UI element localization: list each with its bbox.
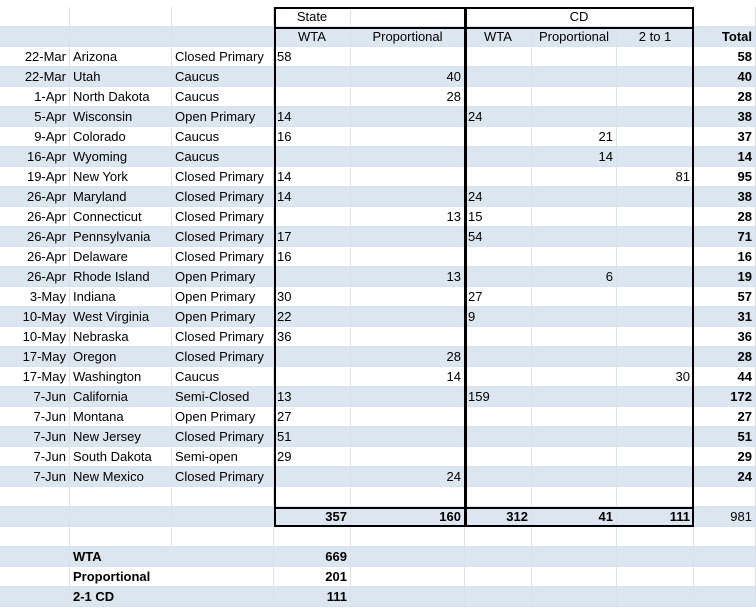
date-cell: 26-Apr bbox=[0, 267, 70, 287]
empty-cell bbox=[351, 487, 465, 507]
cd-2to1-cell bbox=[617, 207, 694, 227]
empty-cell bbox=[532, 487, 617, 507]
state-wta-cell bbox=[274, 207, 351, 227]
state-cell: North Dakota bbox=[70, 87, 172, 107]
empty-cell bbox=[532, 587, 617, 607]
state-prop-cell bbox=[351, 227, 465, 247]
state-prop-cell: 13 bbox=[351, 207, 465, 227]
empty-cell bbox=[532, 527, 617, 547]
state-cell: Wyoming bbox=[70, 147, 172, 167]
state-wta-cell: 14 bbox=[274, 167, 351, 187]
type-cell: Closed Primary bbox=[172, 167, 274, 187]
cd-prop-cell bbox=[532, 447, 617, 467]
empty-cell bbox=[465, 587, 532, 607]
empty-cell bbox=[532, 547, 617, 567]
empty-cell bbox=[70, 7, 172, 27]
total-cell: 31 bbox=[694, 307, 756, 327]
empty-cell bbox=[172, 27, 274, 47]
state-wta-cell: 36 bbox=[274, 327, 351, 347]
total-cell: 36 bbox=[694, 327, 756, 347]
cd-wta-cell: 15 bbox=[465, 207, 532, 227]
cd-wta-cell: 9 bbox=[465, 307, 532, 327]
group-header-state: State bbox=[274, 7, 351, 27]
cd-prop-cell bbox=[532, 67, 617, 87]
empty-cell bbox=[172, 507, 274, 527]
type-cell: Caucus bbox=[172, 147, 274, 167]
total-cell: 37 bbox=[694, 127, 756, 147]
total-cell: 24 bbox=[694, 467, 756, 487]
state-cell: Maryland bbox=[70, 187, 172, 207]
date-cell: 9-Apr bbox=[0, 127, 70, 147]
state-wta-cell bbox=[274, 67, 351, 87]
state-prop-cell bbox=[351, 327, 465, 347]
cd-2to1-cell bbox=[617, 327, 694, 347]
state-wta-cell bbox=[274, 467, 351, 487]
cd-2to1-cell bbox=[617, 127, 694, 147]
state-cell: Delaware bbox=[70, 247, 172, 267]
type-cell: Open Primary bbox=[172, 287, 274, 307]
empty-cell bbox=[0, 547, 70, 567]
state-prop-cell: 13 bbox=[351, 267, 465, 287]
cd-2to1-cell bbox=[617, 147, 694, 167]
empty-cell bbox=[70, 487, 172, 507]
state-prop-cell bbox=[351, 407, 465, 427]
cd-wta-cell bbox=[465, 447, 532, 467]
cd-wta-cell bbox=[465, 87, 532, 107]
state-cell: West Virginia bbox=[70, 307, 172, 327]
cd-2to1-cell: 81 bbox=[617, 167, 694, 187]
cd-2to1-cell bbox=[617, 227, 694, 247]
totals-s_wta: 357 bbox=[274, 507, 351, 527]
date-cell: 16-Apr bbox=[0, 147, 70, 167]
date-cell: 22-Mar bbox=[0, 47, 70, 67]
cd-wta-cell bbox=[465, 167, 532, 187]
state-cell: Utah bbox=[70, 67, 172, 87]
state-cell: Rhode Island bbox=[70, 267, 172, 287]
type-cell: Caucus bbox=[172, 87, 274, 107]
type-cell: Semi-Closed bbox=[172, 387, 274, 407]
state-cell: Nebraska bbox=[70, 327, 172, 347]
type-cell: Closed Primary bbox=[172, 247, 274, 267]
empty-cell bbox=[617, 527, 694, 547]
empty-cell bbox=[0, 527, 70, 547]
date-cell: 26-Apr bbox=[0, 207, 70, 227]
state-cell: Montana bbox=[70, 407, 172, 427]
empty-cell bbox=[351, 587, 465, 607]
state-wta-cell: 14 bbox=[274, 107, 351, 127]
empty-cell bbox=[694, 487, 756, 507]
date-cell: 7-Jun bbox=[0, 387, 70, 407]
empty-cell bbox=[0, 487, 70, 507]
cd-prop-cell: 14 bbox=[532, 147, 617, 167]
date-cell: 10-May bbox=[0, 327, 70, 347]
cd-prop-cell bbox=[532, 387, 617, 407]
date-cell: 7-Jun bbox=[0, 447, 70, 467]
date-cell: 17-May bbox=[0, 347, 70, 367]
cd-prop-cell bbox=[532, 47, 617, 67]
state-wta-cell: 29 bbox=[274, 447, 351, 467]
col-header-total: Total bbox=[694, 27, 756, 47]
cd-wta-cell bbox=[465, 47, 532, 67]
type-cell: Closed Primary bbox=[172, 327, 274, 347]
date-cell: 10-May bbox=[0, 307, 70, 327]
cd-prop-cell bbox=[532, 407, 617, 427]
date-cell: 3-May bbox=[0, 287, 70, 307]
empty-cell bbox=[617, 567, 694, 587]
total-cell: 51 bbox=[694, 427, 756, 447]
cd-wta-cell: 159 bbox=[465, 387, 532, 407]
group-header-underline bbox=[274, 27, 694, 29]
total-cell: 40 bbox=[694, 67, 756, 87]
summary-label: WTA bbox=[70, 547, 274, 567]
cd-prop-cell bbox=[532, 227, 617, 247]
empty-cell bbox=[274, 487, 351, 507]
totals-cd_21: 111 bbox=[617, 507, 694, 527]
cd-2to1-cell bbox=[617, 247, 694, 267]
cd-prop-cell bbox=[532, 427, 617, 447]
type-cell: Closed Primary bbox=[172, 467, 274, 487]
empty-cell bbox=[465, 527, 532, 547]
cd-wta-cell bbox=[465, 467, 532, 487]
empty-cell bbox=[351, 7, 465, 27]
col-header-state-prop: Proportional bbox=[351, 27, 465, 47]
cd-2to1-cell bbox=[617, 387, 694, 407]
cd-prop-cell bbox=[532, 207, 617, 227]
type-cell: Caucus bbox=[172, 367, 274, 387]
state-cell: Oregon bbox=[70, 347, 172, 367]
date-cell: 26-Apr bbox=[0, 247, 70, 267]
type-cell: Closed Primary bbox=[172, 427, 274, 447]
empty-cell bbox=[70, 507, 172, 527]
date-cell: 7-Jun bbox=[0, 427, 70, 447]
cd-prop-cell bbox=[532, 467, 617, 487]
total-cell: 44 bbox=[694, 367, 756, 387]
date-cell: 26-Apr bbox=[0, 227, 70, 247]
empty-cell bbox=[0, 507, 70, 527]
cd-prop-cell bbox=[532, 327, 617, 347]
state-cell: Washington bbox=[70, 367, 172, 387]
cd-2to1-cell bbox=[617, 467, 694, 487]
empty-cell bbox=[617, 587, 694, 607]
total-cell: 71 bbox=[694, 227, 756, 247]
type-cell: Closed Primary bbox=[172, 47, 274, 67]
cd-2to1-cell bbox=[617, 187, 694, 207]
state-wta-cell bbox=[274, 367, 351, 387]
empty-cell bbox=[465, 547, 532, 567]
state-cell: Pennsylvania bbox=[70, 227, 172, 247]
state-wta-cell: 17 bbox=[274, 227, 351, 247]
empty-cell bbox=[351, 547, 465, 567]
type-cell: Closed Primary bbox=[172, 187, 274, 207]
empty-cell bbox=[274, 527, 351, 547]
empty-cell bbox=[694, 527, 756, 547]
empty-cell bbox=[694, 587, 756, 607]
total-cell: 14 bbox=[694, 147, 756, 167]
summary-label: Proportional bbox=[70, 567, 274, 587]
empty-cell bbox=[351, 567, 465, 587]
col-header-state-wta: WTA bbox=[274, 27, 351, 47]
cd-2to1-cell bbox=[617, 87, 694, 107]
total-cell: 19 bbox=[694, 267, 756, 287]
type-cell: Closed Primary bbox=[172, 207, 274, 227]
cd-prop-cell bbox=[532, 347, 617, 367]
state-cell: Indiana bbox=[70, 287, 172, 307]
cd-2to1-cell bbox=[617, 347, 694, 367]
empty-cell bbox=[694, 567, 756, 587]
state-prop-cell bbox=[351, 427, 465, 447]
cd-wta-cell bbox=[465, 67, 532, 87]
cd-2to1-cell bbox=[617, 447, 694, 467]
cd-2to1-cell bbox=[617, 307, 694, 327]
summary-value: 201 bbox=[274, 567, 351, 587]
cd-wta-cell bbox=[465, 347, 532, 367]
state-cell: Colorado bbox=[70, 127, 172, 147]
totals-total: 981 bbox=[694, 507, 756, 527]
empty-cell bbox=[0, 567, 70, 587]
state-prop-cell bbox=[351, 107, 465, 127]
state-prop-cell bbox=[351, 387, 465, 407]
empty-cell bbox=[694, 547, 756, 567]
cd-wta-cell bbox=[465, 407, 532, 427]
empty-cell bbox=[532, 567, 617, 587]
cd-wta-cell bbox=[465, 327, 532, 347]
date-cell: 22-Mar bbox=[0, 67, 70, 87]
date-cell: 17-May bbox=[0, 367, 70, 387]
state-wta-cell: 51 bbox=[274, 427, 351, 447]
cd-prop-cell: 21 bbox=[532, 127, 617, 147]
date-cell: 7-Jun bbox=[0, 407, 70, 427]
total-cell: 38 bbox=[694, 187, 756, 207]
cd-2to1-cell bbox=[617, 267, 694, 287]
date-cell: 26-Apr bbox=[0, 187, 70, 207]
empty-cell bbox=[172, 487, 274, 507]
cd-2to1-cell bbox=[617, 287, 694, 307]
state-wta-cell: 13 bbox=[274, 387, 351, 407]
cd-wta-cell bbox=[465, 247, 532, 267]
state-prop-cell bbox=[351, 447, 465, 467]
type-cell: Open Primary bbox=[172, 107, 274, 127]
state-prop-cell bbox=[351, 127, 465, 147]
empty-cell bbox=[465, 567, 532, 587]
cd-prop-cell: 6 bbox=[532, 267, 617, 287]
state-prop-cell: 14 bbox=[351, 367, 465, 387]
cd-prop-cell bbox=[532, 367, 617, 387]
cd-prop-cell bbox=[532, 287, 617, 307]
cd-wta-cell: 24 bbox=[465, 107, 532, 127]
date-cell: 5-Apr bbox=[0, 107, 70, 127]
state-prop-cell bbox=[351, 147, 465, 167]
total-cell: 28 bbox=[694, 207, 756, 227]
empty-cell bbox=[172, 527, 274, 547]
state-prop-cell bbox=[351, 287, 465, 307]
summary-value: 669 bbox=[274, 547, 351, 567]
group-header-cd: CD bbox=[465, 7, 694, 27]
type-cell: Closed Primary bbox=[172, 347, 274, 367]
state-wta-cell: 16 bbox=[274, 127, 351, 147]
empty-cell bbox=[617, 547, 694, 567]
state-prop-cell bbox=[351, 247, 465, 267]
state-cell: New York bbox=[70, 167, 172, 187]
col-header-cd-wta: WTA bbox=[465, 27, 532, 47]
total-cell: 28 bbox=[694, 87, 756, 107]
state-prop-cell: 28 bbox=[351, 347, 465, 367]
state-wta-cell bbox=[274, 267, 351, 287]
total-cell: 57 bbox=[694, 287, 756, 307]
cd-prop-cell bbox=[532, 167, 617, 187]
empty-cell bbox=[0, 27, 70, 47]
total-cell: 58 bbox=[694, 47, 756, 67]
empty-cell bbox=[0, 587, 70, 607]
type-cell: Open Primary bbox=[172, 307, 274, 327]
cd-prop-cell bbox=[532, 247, 617, 267]
state-prop-cell: 40 bbox=[351, 67, 465, 87]
state-cell: Wisconsin bbox=[70, 107, 172, 127]
type-cell: Caucus bbox=[172, 127, 274, 147]
cd-2to1-cell bbox=[617, 427, 694, 447]
state-wta-cell: 14 bbox=[274, 187, 351, 207]
date-cell: 1-Apr bbox=[0, 87, 70, 107]
state-cell: California bbox=[70, 387, 172, 407]
date-cell: 19-Apr bbox=[0, 167, 70, 187]
total-cell: 172 bbox=[694, 387, 756, 407]
col-header-cd-2to1: 2 to 1 bbox=[617, 27, 694, 47]
cd-2to1-cell bbox=[617, 107, 694, 127]
empty-cell bbox=[694, 7, 756, 27]
state-cell: Arizona bbox=[70, 47, 172, 67]
cd-prop-cell bbox=[532, 307, 617, 327]
cd-wta-cell bbox=[465, 267, 532, 287]
empty-cell bbox=[70, 27, 172, 47]
state-prop-cell: 24 bbox=[351, 467, 465, 487]
totals-s_prop: 160 bbox=[351, 507, 465, 527]
cd-prop-cell bbox=[532, 107, 617, 127]
type-cell: Open Primary bbox=[172, 267, 274, 287]
total-cell: 29 bbox=[694, 447, 756, 467]
empty-cell bbox=[465, 487, 532, 507]
state-wta-cell bbox=[274, 87, 351, 107]
total-cell: 27 bbox=[694, 407, 756, 427]
state-prop-cell bbox=[351, 187, 465, 207]
state-prop-cell: 28 bbox=[351, 87, 465, 107]
state-wta-cell: 16 bbox=[274, 247, 351, 267]
date-cell: 7-Jun bbox=[0, 467, 70, 487]
cd-wta-cell: 24 bbox=[465, 187, 532, 207]
total-cell: 95 bbox=[694, 167, 756, 187]
totals-cd_prop: 41 bbox=[532, 507, 617, 527]
state-prop-cell bbox=[351, 307, 465, 327]
type-cell: Closed Primary bbox=[172, 227, 274, 247]
type-cell: Open Primary bbox=[172, 407, 274, 427]
cd-2to1-cell: 30 bbox=[617, 367, 694, 387]
cd-wta-cell: 27 bbox=[465, 287, 532, 307]
type-cell: Semi-open bbox=[172, 447, 274, 467]
empty-cell bbox=[172, 7, 274, 27]
type-cell: Caucus bbox=[172, 67, 274, 87]
cd-wta-cell bbox=[465, 367, 532, 387]
total-cell: 28 bbox=[694, 347, 756, 367]
totals-cd_wta: 312 bbox=[465, 507, 532, 527]
cd-prop-cell bbox=[532, 87, 617, 107]
totals-topline bbox=[274, 507, 694, 509]
total-cell: 38 bbox=[694, 107, 756, 127]
state-wta-cell: 22 bbox=[274, 307, 351, 327]
state-wta-cell: 27 bbox=[274, 407, 351, 427]
cd-2to1-cell bbox=[617, 407, 694, 427]
state-prop-cell bbox=[351, 167, 465, 187]
cd-wta-cell bbox=[465, 127, 532, 147]
state-cell: Connecticut bbox=[70, 207, 172, 227]
empty-cell bbox=[351, 527, 465, 547]
state-prop-cell bbox=[351, 47, 465, 67]
empty-cell bbox=[617, 487, 694, 507]
state-cell: South Dakota bbox=[70, 447, 172, 467]
state-cell: New Mexico bbox=[70, 467, 172, 487]
empty-cell bbox=[70, 527, 172, 547]
cd-wta-cell: 54 bbox=[465, 227, 532, 247]
state-cell: New Jersey bbox=[70, 427, 172, 447]
cd-2to1-cell bbox=[617, 67, 694, 87]
state-wta-cell bbox=[274, 347, 351, 367]
cd-2to1-cell bbox=[617, 47, 694, 67]
cd-wta-cell bbox=[465, 147, 532, 167]
empty-cell bbox=[0, 7, 70, 27]
summary-label: 2-1 CD bbox=[70, 587, 274, 607]
col-header-cd-prop: Proportional bbox=[532, 27, 617, 47]
cd-wta-cell bbox=[465, 427, 532, 447]
cd-prop-cell bbox=[532, 187, 617, 207]
state-wta-cell: 30 bbox=[274, 287, 351, 307]
total-cell: 16 bbox=[694, 247, 756, 267]
state-wta-cell bbox=[274, 147, 351, 167]
state-wta-cell: 58 bbox=[274, 47, 351, 67]
summary-value: 111 bbox=[274, 587, 351, 607]
